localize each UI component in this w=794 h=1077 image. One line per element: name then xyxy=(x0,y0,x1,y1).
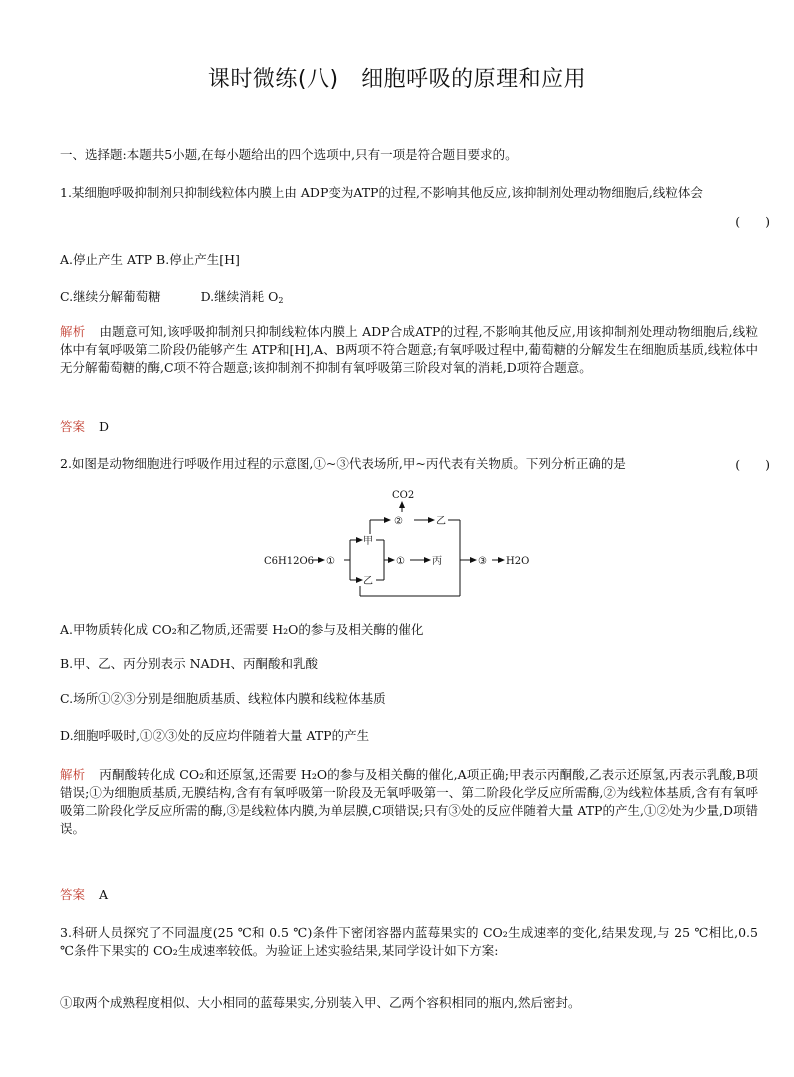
page-title: 课时微练(八) 细胞呼吸的原理和应用 xyxy=(207,67,587,92)
q1-answer-blank: ( ) xyxy=(735,214,770,229)
q2-analysis xyxy=(60,766,758,838)
q1-option-cd xyxy=(60,288,758,310)
q3-stem: 3.科研人员探究了不同温度(25 ℃和 0.5 ℃)条件下密闭容器内蓝莓果实的 CO₂生成速率的变化,结果发现,与 25 ℃相比,0.5 ℃条件下果实的 CO₂生成速率较低。为验证上述实验结果,某同学设计如下方案: xyxy=(60,925,758,958)
respiration-diagram xyxy=(262,486,532,598)
section-heading: 一、选择题:本题共5小题,在每小题给出的四个选项中,只有一项是符合题目要求的。 xyxy=(60,147,518,162)
q2-option-c: C.场所①②③分别是细胞质基质、线粒体内膜和线粒体基质 xyxy=(60,691,386,706)
q2-option-b: B.甲、乙、丙分别表示 NADH、丙酮酸和乳酸 xyxy=(60,656,319,671)
analysis-label: 解析 xyxy=(60,767,86,782)
q1-analysis-text: 由题意可知,该呼吸抑制剂只抑制线粒体内膜上 ADP合成ATP的过程,不影响其他反应,用该抑制剂处理动物细胞后,线粒体中有氧呼吸第二阶段仍能够产生 ATP和[H],A、B两项不符合题意;有氧呼吸过程中,葡萄糖的分解发生在细胞质基质,线粒体中无分解葡萄糖的酶,C项不符合题意;该抑制剂不抑制有氧呼吸第三阶段对氧的消耗,D项符合题意。 xyxy=(60,324,758,375)
site-3-label: ③ xyxy=(478,556,487,567)
analysis-label: 解析 xyxy=(60,324,86,339)
q2-answer-value: A xyxy=(99,887,109,902)
q1-option-d: D.继续消耗 $O_2$ xyxy=(200,289,284,305)
site-2-label: ② xyxy=(394,516,403,527)
yi2-label: 乙 xyxy=(436,516,446,527)
q1-answer xyxy=(60,418,758,436)
q1-analysis xyxy=(60,323,758,377)
q1-option-ab: A.停止产生 ATP B.停止产生[H] xyxy=(60,252,240,267)
q1-answer-value: D xyxy=(99,419,110,434)
bing-label: 丙 xyxy=(432,556,442,567)
q2-option-a: A.甲物质转化成 CO₂和乙物质,还需要 H₂O的参与及相关酶的催化 xyxy=(60,622,424,637)
q1-stem: 1.某细胞呼吸抑制剂只抑制线粒体内膜上由 ADP变为ATP的过程,不影响其他反应,该抑制剂处理动物细胞后,线粒体会 xyxy=(60,185,703,200)
answer-label: 答案 xyxy=(60,419,86,434)
glucose-label: C6H12O6 xyxy=(264,556,315,567)
yi-label: 乙 xyxy=(363,576,373,587)
jia-label: 甲 xyxy=(363,536,373,547)
q2-analysis-text: 丙酮酸转化成 CO₂和还原氢,还需要 H₂O的参与及相关酶的催化,A项正确;甲表示丙酮酸,乙表示还原氢,丙表示乳酸,B项错误;①为细胞质基质,无膜结构,含有有氧呼吸第一阶段及无氧呼吸第一、第二阶段化学反应所需酶,②为线粒体基质,含有有氧呼吸第二阶段化学反应所需的酶,③是线粒体内膜,为单层膜,C项错误;只有③处的反应伴随着大量 ATP的产生,①②处为少量,D项错误。 xyxy=(60,767,758,836)
q2-stem: 2.如图是动物细胞进行呼吸作用过程的示意图,①~③代表场所,甲~丙代表有关物质。下列分析正确的是 xyxy=(60,456,626,471)
answer-label: 答案 xyxy=(60,887,86,902)
site-1b-label: ① xyxy=(396,556,405,567)
q2-answer-blank: ( ) xyxy=(735,457,770,472)
q2-option-d: D.细胞呼吸时,①②③处的反应均伴随着大量 ATP的产生 xyxy=(60,728,370,743)
q3-step-1: ①取两个成熟程度相似、大小相同的蓝莓果实,分别装入甲、乙两个容积相同的瓶内,然后密封。 xyxy=(60,995,581,1010)
site-1-label: ① xyxy=(326,556,335,567)
q1-option-c: C.继续分解葡萄糖 xyxy=(60,289,161,304)
co2-label: CO2 xyxy=(392,490,415,501)
h2o-label: H2O xyxy=(506,556,530,567)
q2-answer xyxy=(60,886,758,904)
